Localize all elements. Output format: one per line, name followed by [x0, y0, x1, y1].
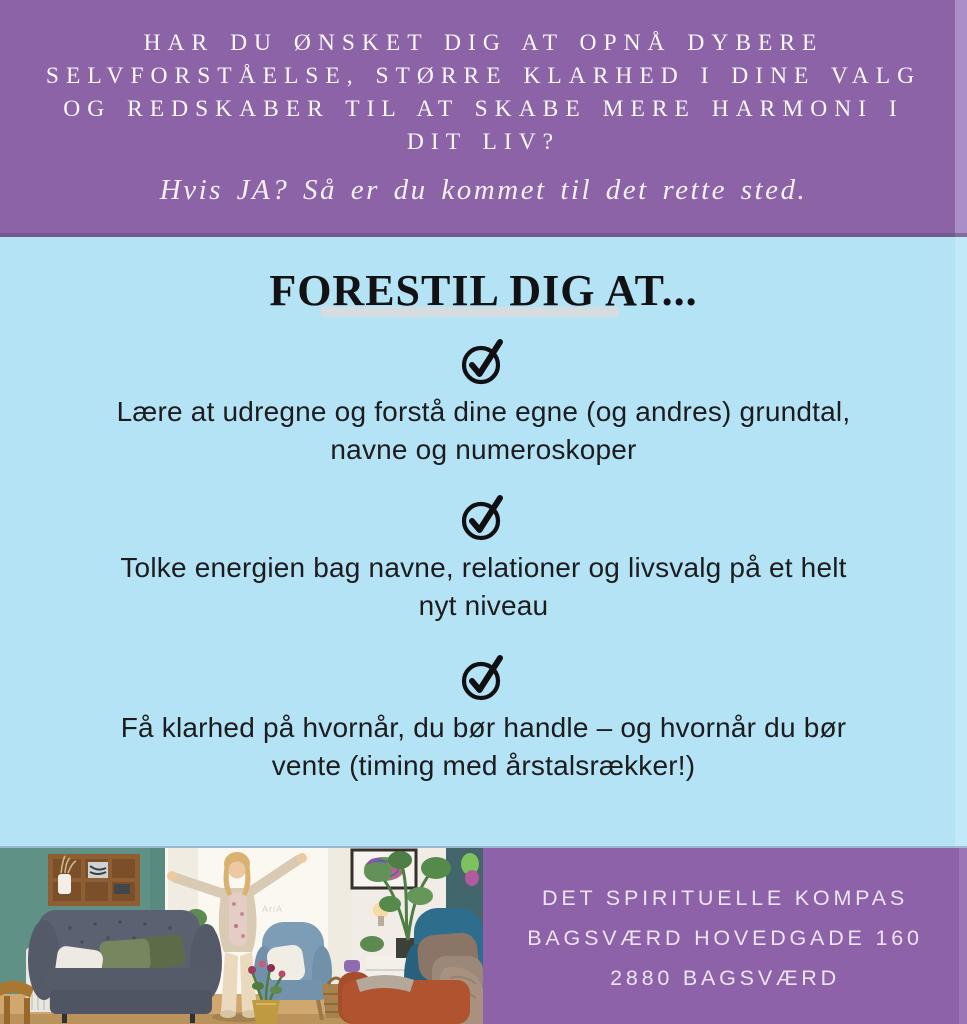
checklist-section [0, 237, 967, 848]
check-circle-icon [0, 489, 967, 543]
checklist-item [54, 549, 914, 625]
gray-sofa [28, 910, 222, 1023]
hero-heading-line: DIT LIV? [406, 129, 561, 155]
check-circle-icon [0, 649, 967, 703]
check-circle-icon [0, 333, 967, 387]
section-title: FORESTIL DIG AT... [269, 266, 698, 315]
checklist-item-line: vente (timing med årstalsrækker!) [271, 750, 696, 781]
footer-section [0, 848, 967, 1024]
page-edge-strip [959, 848, 967, 1024]
page-edge-strip [955, 237, 967, 848]
hero-heading-line: SELVFORSTÅELSE, STØRRE KLARHED I DINE VALG [45, 63, 922, 89]
window-decal: AriA [262, 904, 284, 914]
hero-heading-line: OG REDSKABER TIL AT SKABE MERE HARMONI I [63, 96, 904, 122]
hero-heading-line: HAR DU ØNSKET DIG AT OPNÅ DYBERE [143, 30, 824, 56]
checklist-item-line: navne og numeroskoper [330, 434, 637, 465]
checklist-item-line: Lære at udregne og forstå dine egne (og andres) grundtal, [116, 396, 851, 427]
page-edge-strip [955, 0, 967, 237]
footer-address-panel [483, 848, 967, 1024]
business-name: DET SPIRITUELLE KOMPAS [542, 886, 908, 910]
hero-heading [0, 0, 967, 159]
hero-section [0, 0, 967, 237]
checklist-item [54, 709, 914, 785]
checklist-item [54, 393, 914, 469]
wall-shelf [48, 854, 140, 906]
address-city: 2880 BAGSVÆRD [610, 966, 840, 990]
hero-subheading: Hvis JA? Så er du kommet til det rette sted. [159, 174, 808, 206]
studio-photo [0, 848, 483, 1024]
address-street: BAGSVÆRD HOVEDGADE 160 [527, 926, 923, 950]
checklist-item-line: nyt niveau [418, 590, 549, 621]
checklist-item-line: Få klarhed på hvornår, du bør handle – og hvornår du bør [120, 712, 847, 743]
checklist-item-line: Tolke energien bag navne, relationer og livsvalg på et helt [120, 552, 847, 583]
